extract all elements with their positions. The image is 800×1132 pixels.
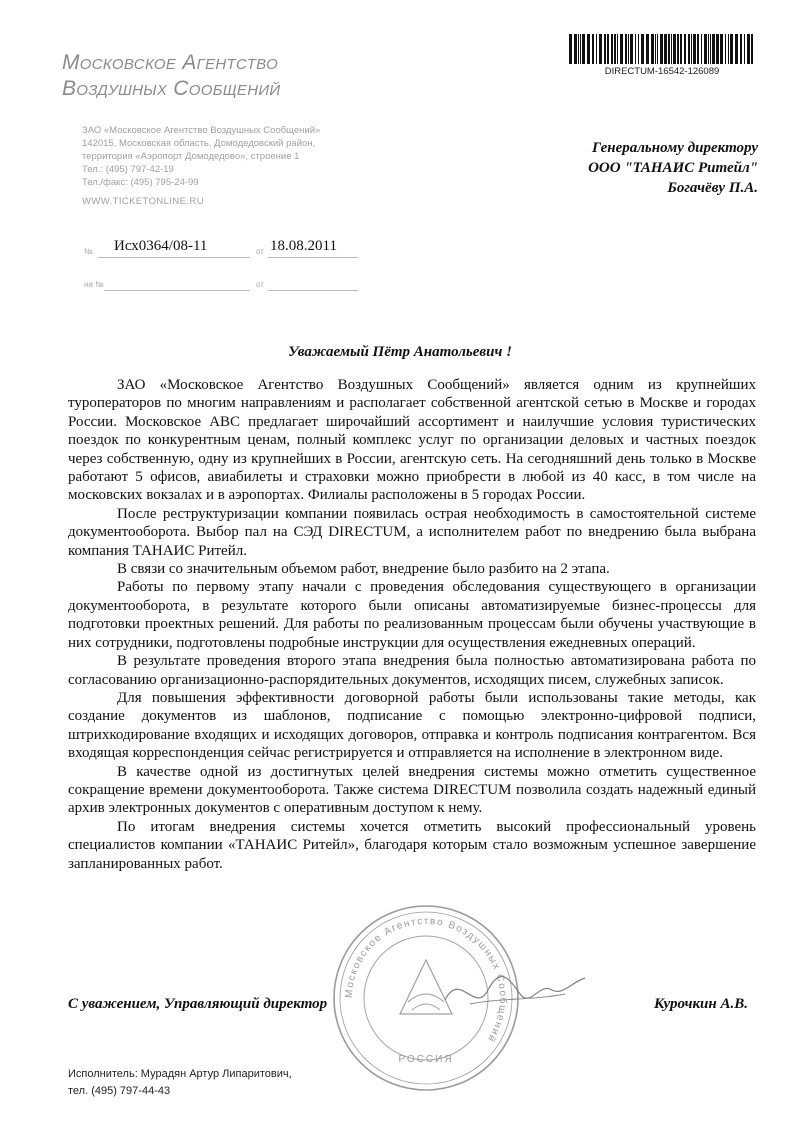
barcode-code: DIRECTUM-16542-126089 (604, 66, 720, 77)
barcode-bar (614, 34, 616, 64)
barcode-bar (688, 34, 690, 64)
executor-phone: тел. (495) 797-44-43 (68, 1085, 171, 1097)
barcode-bar (744, 34, 745, 64)
barcode-bar (684, 34, 686, 64)
barcode-bar (730, 34, 733, 64)
reference-date-underline (268, 290, 358, 291)
barcode-bar (708, 34, 709, 64)
addressee (588, 138, 758, 198)
handwritten-signature (440, 960, 590, 1020)
barcode-bar (617, 34, 618, 64)
contact-line: 142015, Московская область, Домодедовский район, (82, 138, 316, 149)
barcode-bar (668, 34, 670, 64)
outgoing-number-label: № (84, 247, 93, 256)
barcode-bar (638, 34, 639, 64)
barcode-bar (671, 34, 672, 64)
barcode-bar (740, 34, 742, 64)
barcode-bar (628, 34, 629, 64)
outgoing-date: 18.08.2011 (270, 238, 337, 254)
reference-date-label: от (256, 280, 264, 289)
contact-line: Тел./факс: (495) 795-24-99 (82, 177, 199, 188)
addressee-company: ООО "ТАНАИС Ритейл" (588, 160, 758, 176)
contact-line: территория «Аэропорт Домодедово», строение 1 (82, 151, 300, 162)
paragraph: Для повышения эффективности договорной работы были использованы такие методы, как создание документов из шаблонов, подписание с помощью электронно-цифровой подписи, штрихкодирование входящих и исходящих договоров, отправка и контроль подписания контрагентом. Вся входящая корреспонденция сейчас регистрируется и отправляется на исполнение в электронном виде. (68, 689, 756, 762)
contact-line: Тел.: (495) 797-42-19 (82, 164, 174, 175)
paragraph: В результате проведения второго этапа внедрения была полностью автоматизирована работа по согласованию организационно-распорядительных документов, исходящих писем, служебных записок. (68, 653, 756, 688)
organization-contacts (82, 124, 382, 189)
paragraph: В качестве одной из достигнутых целей внедрения системы можно отметить существенное сокращение времени документооборота. Также система DIRECTUM позволила создать надежный единый архив электронных документов с оперативным доступом к нему. (68, 763, 756, 817)
reference-number-underline (104, 290, 250, 291)
barcode-bar (574, 34, 577, 64)
barcode-bar (720, 34, 723, 64)
barcode-bar (655, 34, 656, 64)
barcode-bar (611, 34, 613, 64)
greeting: Уважаемый Пётр Анатольевич ! (288, 344, 512, 360)
addressee-person: Богачёву П.А. (667, 180, 758, 196)
barcode-bar (604, 34, 606, 64)
barcode-bar (635, 34, 636, 64)
barcode-bar (569, 34, 572, 64)
letter-body (68, 376, 756, 873)
barcode-bar (691, 34, 692, 64)
barcode-bar (710, 34, 711, 64)
signature-title: С уважением, Управляющий директор (68, 996, 328, 1012)
paragraph: ЗАО «Московское Агентство Воздушных Сообщений» является одним из крупнейших туроператоров по многим направлениям и располагает собственной агентской сетью в Москве и городах России. Московское АВС предлагает широчайший ассортимент и наилучшие условия туристических поездок по конкурентным ценам, полный комплекс услуг по организации деловых и частных поездок через собственную, одну из крупнейших в России, агентскую сеть. На сегодняшний день только в Москве работают 5 офисов, авиабилеты и страховки можно приобрести в любой из 40 касс, в том числе на московских вокзалах и в аэропортах. Филиалы расположены в 5 городах России. (68, 377, 756, 504)
executor-name: Исполнитель: Мурадян Артур Липаритович, (68, 1068, 292, 1080)
barcode-bar (592, 34, 594, 64)
outgoing-number: Исх0364/08-11 (114, 238, 208, 254)
barcode-bar (596, 34, 597, 64)
barcode-bar (751, 34, 753, 64)
outgoing-date-underline (268, 257, 358, 258)
barcode-bar (664, 34, 667, 64)
barcode-bar (725, 34, 726, 64)
barcode (569, 34, 755, 64)
organization-name (62, 50, 280, 102)
outgoing-date-label: от (256, 247, 264, 256)
barcode-bar (660, 34, 663, 64)
organization-website: WWW.TICKETONLINE.RU (82, 196, 204, 207)
executor-info (68, 1066, 292, 1100)
barcode-bar (657, 34, 658, 64)
paragraph: Работы по первому этапу начали с проведения обследования существующего в организации документооборота, в результате которого были описаны автоматизируемые бизнес-процессы для подготовки проектных решений. Для работы по реализованным процессам были обучены участвующие в них сотрудники, подготовлены подробные инструкции для осуществления ежедневных операций. (68, 579, 756, 651)
barcode-bar (693, 34, 696, 64)
barcode-bar (578, 34, 579, 64)
addressee-position: Генеральному директору (591, 140, 758, 156)
contact-line: ЗАО «Московское Агентство Воздушных Сообщений» (82, 125, 321, 136)
paragraph: В связи со значительным объемом работ, внедрение было разбито на 2 этапа. (117, 561, 610, 578)
organization-name-line1: Московское Агентство (62, 51, 279, 74)
barcode-bar (582, 34, 585, 64)
barcode-bar (599, 34, 602, 64)
seal-ring-text: Московское Агентство Воздушных Сообщений (343, 915, 509, 1045)
barcode-bar (680, 34, 682, 64)
barcode-bar (728, 34, 729, 64)
barcode-bar (673, 34, 676, 64)
organization-name-line2: Воздушных Сообщений (62, 77, 281, 100)
barcode-bar (646, 34, 649, 64)
barcode-bar (712, 34, 715, 64)
barcode-bar (607, 34, 609, 64)
paragraph: После реструктуризации компании появилась острая необходимость в самостоятельной системе документооборота. Выбор пал на СЭД DIRECTUM, а исполнителем работ по внедрению была выбрана компания ТАНАИС Ритейл. (68, 505, 756, 559)
barcode-bar (625, 34, 627, 64)
seal-country: РОССИЯ (398, 1054, 454, 1065)
barcode-bar (651, 34, 654, 64)
barcode-bar (747, 34, 750, 64)
barcode-bar (701, 34, 702, 64)
barcode-bar (716, 34, 719, 64)
outgoing-number-underline (98, 257, 250, 258)
barcode-bar (580, 34, 581, 64)
barcode-bar (697, 34, 699, 64)
signatory-name: Курочкин А.В. (653, 996, 748, 1012)
barcode-bar (677, 34, 679, 64)
barcode-bar (587, 34, 590, 64)
barcode-bar (641, 34, 644, 64)
barcode-bar (735, 34, 738, 64)
barcode-bar (704, 34, 707, 64)
paragraph: По итогам внедрения системы хочется отметить высокий профессиональный уровень специалистов компании «ТАНАИС Ритейл», благодаря которым стало возможным успешное завершение запланированных работ. (68, 818, 756, 872)
reference-number-label: на № (84, 280, 104, 289)
barcode-bar (620, 34, 623, 64)
barcode-bar (630, 34, 633, 64)
